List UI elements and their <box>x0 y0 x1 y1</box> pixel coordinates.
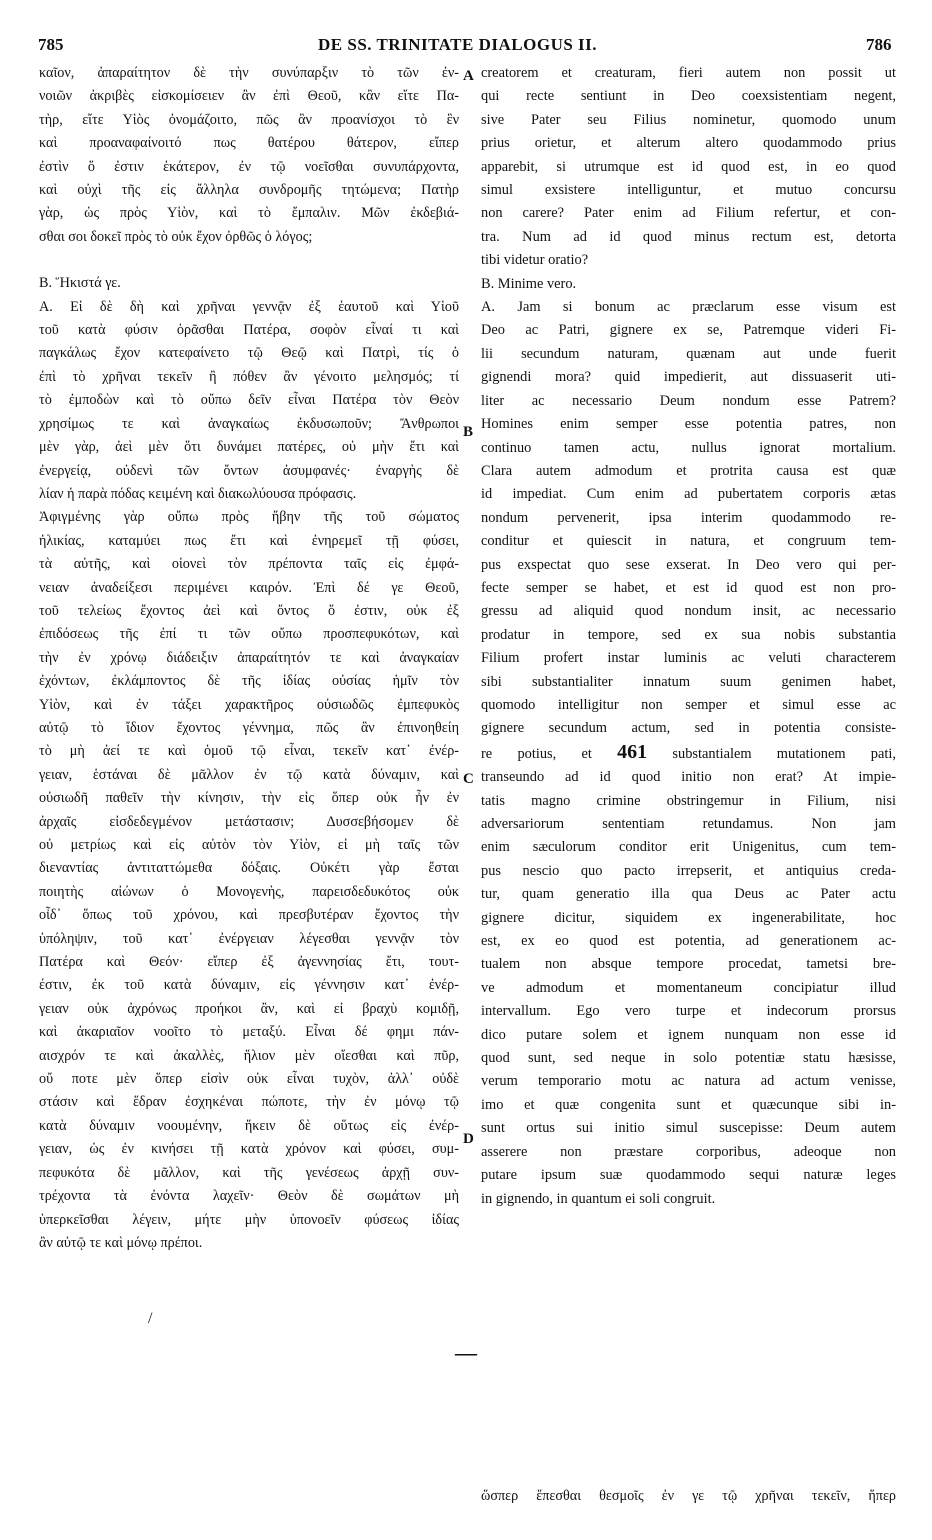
latin-line: dico putare solem et ignem nunquam non esse id <box>481 1026 896 1043</box>
greek-line: γειαν οὐκ ἀχρόνως προήκοι ἂν, καὶ εἰ βραχὺ κομιδῇ, <box>39 1000 459 1017</box>
latin-line: prodatur in tempore, sed ex sua nobis substantia <box>481 626 896 643</box>
latin-line: apparebit, si utrumque est id quod est, in eo quod <box>481 158 896 175</box>
greek-line: Β. Ἥκιστά γε. <box>39 275 121 292</box>
latin-line: conditur et quiescit in natura, et congruum tem- <box>481 533 896 550</box>
greek-line: Πατέρα καὶ Θεόν· εἴπερ ἐξ ἀγεννησίας ἔτι, τουτ- <box>39 954 459 971</box>
greek-line: χρησίμως τε καὶ ἀναγκαίως ἐκδυσωποῦν; Ἄνθρωποι <box>39 415 459 432</box>
greek-line: ἐπιδόσεως τῆς ἐπί τι τῶν οὔπω προσπεφυκότων, καὶ <box>39 626 459 643</box>
greek-line: Ἀφιγμένης γὰρ οὔπω πρὸς ἥβην τῆς τοῦ σώματος <box>39 509 459 526</box>
greek-line: τρέχοντα τὰ ἐνόντα λαχεῖν· Θεὸν δὲ σωμάτων μὴ <box>39 1188 459 1205</box>
latin-line: gressu ad aliquid quod nondum insit, ac necessario <box>481 603 896 620</box>
greek-line: λίαν ἡ παρὰ πόδας κειμένη καὶ διακωλύουσα πρόφασις. <box>39 485 357 502</box>
latin-line: Deo ac Patri, gignere ex se, Patremque videri Fi- <box>481 322 896 339</box>
greek-line: τὴρ, εἴτε Υἱὸς ὀνομάζοιτο, πῶς ἂν προανίσχοι τὸ ἓν <box>39 111 459 128</box>
greek-line: ἐπὶ τὸ χρῆναι τεκεῖν ἢ πόθεν ἂν γένοιτο μελησμός; τί <box>39 368 459 385</box>
greek-line: οἶδ᾽ ὅπως τοῦ χρόνου, καὶ πρεσβυτέραν ἔχοντος τὴν <box>39 907 459 924</box>
greek-line: αὐτῷ τὸ ἴδιον ἔχοντος γέννημα, πῶς ἂν ἐπινοηθείη <box>39 719 459 736</box>
greek-line: ἐστὶν ὅ ἐστιν ἑκάτερον, ἐν τῷ νοεῖσθαι συνυπάρχοντα, <box>39 158 459 175</box>
latin-line: non carere? Pater enim ad Filium refertur, et con- <box>481 205 896 222</box>
latin-line: sibi substantialiter innatum suum genimen habet, <box>481 673 896 690</box>
greek-line: έστιν, ἐκ τοῦ κατὰ δύναμιν, εἰς γέννησιν κατ᾽ ἐνέρ- <box>39 977 459 994</box>
greek-line: νειαν ἀναδείξεσι περιμένει καιρόν. Ἐπὶ δέ γε Θεοῦ, <box>39 579 459 596</box>
page-number-left: 785 <box>38 35 64 54</box>
greek-line: τὸ μὴ ἀεί τε καὶ ὁμοῦ τῷ εἶναι, τεκεῖν κατ᾽ ἐνέρ- <box>39 743 459 760</box>
latin-line: simul exsistere intelliguntur, et mutuo concursu <box>481 182 896 199</box>
stray-mark: / <box>148 1310 153 1327</box>
greek-line: σθαι σοι δοκεῖ πρὸς τὸ οὐκ ἔχον ὀρθῶς ὁ λόγος; <box>39 228 313 245</box>
greek-line: καὶ προαναφαίνοιτό πως θατέρου θάτερον, εἴπερ <box>39 135 459 152</box>
latin-line: tatis magno crimine obstringemur in Filium, nisi <box>481 792 896 809</box>
latin-line: Clara autem admodum et protrita causa est quæ <box>481 462 896 479</box>
latin-line: creatorem et creaturam, fieri autem non possit ut <box>481 65 896 81</box>
greek-line: τοῦ κατὰ φύσιν ὁρᾶσθαι Πατέρα, σοφὸν εἶναί τι καὶ <box>39 322 459 339</box>
latin-line: prius orietur, et alterum altero quodammodo prius <box>481 135 896 152</box>
margin-letter-b: B <box>463 424 474 440</box>
greek-line: τοῦ τελείως ἔχοντος ἀεὶ καὶ ὄντος ὅ ἐστιν, οὐκ ἐξ <box>39 602 459 619</box>
greek-line: Α. Εἰ δὲ δὴ καὶ χρῆναι γεννᾷν ἐξ ἑαυτοῦ καὶ Υἱοῦ <box>39 298 459 315</box>
inline-page-number: 461 <box>617 740 648 763</box>
greek-line: μὲν γὰρ, ἀεὶ μὲν ὅτι δυνάμει πατέρες, οὐ μὴν ἔτι καὶ <box>39 439 459 456</box>
latin-line: quod sunt, sed neque in solo potentiæ statu hæsisse, <box>481 1050 896 1067</box>
latin-line: putare ipsum suæ quodammodo sequi naturæ leges <box>481 1167 896 1184</box>
latin-line: liter ac necessario Deum nondum esse Patrem? <box>481 392 896 409</box>
end-dash: — <box>455 1340 477 1365</box>
greek-line: οὐ μετρίως καὶ εἰς αὐτὸν τὸν Υἱὸν, εἰ μὴ ταῖς τῶν <box>39 837 459 853</box>
latin-line: sive Pater seu Filius nominetur, quomodo unum <box>481 111 896 128</box>
greek-line: καῖον, ἀπαραίτητον δὲ τὴν συνύπαρξιν τὸ τῶν ἐν- <box>39 65 459 81</box>
latin-line: est, ex eo quod est potentia, ad generationem ac- <box>481 933 896 950</box>
latin-line: gignendi mora? quid impedierit, aut dissuaserit uti- <box>481 369 896 386</box>
greek-line: Υἱὸν, καὶ ἐν τάξει χαρακτῆρος οὐσιωδῶς ἐμπεφυκὸς <box>39 696 459 713</box>
greek-line: ἐχόντων, ἐκλάμποντος δὲ τῆς ἰδίας οὐσίας ἡμῖν τὸν <box>39 673 459 690</box>
greek-line: ἀρχαῖς εἰσδεδεγμένον μετάστασιν; Δυσσεβήσομεν δὲ <box>39 813 459 830</box>
latin-line: tibi videtur oratio? <box>481 252 589 269</box>
greek-line: τὸ ἐμποδὼν καὶ τὸ οὔπω δεῖν εἶναι Πατέρα τὸν Θεὸν <box>39 392 459 409</box>
latin-line: ve admodum et momentaneum concipiatur illud <box>481 979 896 996</box>
latin-column <box>481 62 896 1211</box>
latin-line: fecte semper se habet, et est id quod est non pro- <box>481 579 896 596</box>
latin-line: tur, quam generatio illa qua Deus ac Pater actu <box>481 886 896 903</box>
latin-line: tra. Num ad id quod minus rectum est, detorta <box>481 228 896 245</box>
latin-line: pus nescio quo pacto irrepserit, et antiquius creda- <box>481 862 896 879</box>
greek-line: καὶ οὐχὶ τῆς εἰς ἄλληλα συνδρομῆς τητώμενα; Πατὴρ <box>39 182 459 199</box>
greek-column <box>39 62 459 1255</box>
greek-line: οὐσιωδῆ παθεῖν τὴν κίνησιν, τὴν εἰς ὅπερ οὐκ ἦν ἐν <box>39 790 459 807</box>
greek-line: ἂν αὐτῷ τε καὶ μόνῳ πρέποι. <box>39 1234 203 1251</box>
latin-line: tualem non absque tempore procedat, tametsi bre- <box>481 956 896 973</box>
greek-line: ποιητὴς αἰώνων ὁ Μονογενὴς, παρεισδεδυκότος οὐκ <box>39 883 459 900</box>
margin-letter-d: D <box>463 1131 474 1147</box>
greek-line: νοιῶν ἀκριβὲς εἰσκομίσειεν ἂν ἐπὶ Θεοῦ, κἂν εἴτε Πα- <box>39 88 459 105</box>
latin-line: sunt ortus sui initio simul suscepisse: Deum autem <box>481 1120 896 1137</box>
latin-line: adversariorum sententiam retundamus. Non jam <box>481 816 896 832</box>
greek-line: τὰ αὐτῆς, καὶ οἱονεὶ τὸν πρέποντα ταῖς εἰς ἐμφά- <box>39 556 459 573</box>
latin-line: intervallum. Ego vero turpe et indecorum prorsus <box>481 1003 896 1020</box>
greek-line <box>39 249 459 272</box>
latin-line: enim sæculorum conditor erit Unigenitus, cum tem- <box>481 839 896 856</box>
latin-line: continuo tamen actu, nullus ignorat mortalium. <box>481 439 896 456</box>
greek-line: οὔ ποτε μὲν ὅπερ εἰσὶν οὐκ εἶναι τυχὸν, ἀλλ᾽ οὐδὲ <box>39 1071 459 1088</box>
page-number-right: 786 <box>866 35 892 54</box>
margin-letter-c: C <box>463 771 474 787</box>
greek-line: ὑπερκεῖσθαι λέγειν, μήτε μὴν ὑπονοεῖν φύσεως ἰδίας <box>39 1211 459 1228</box>
latin-line: pus exspectat quo sese exserat. In Deo vero qui per- <box>481 556 896 573</box>
greek-line: πεφυκότα δὲ μᾶλλον, καὶ τῆς γενέσεως ἀρχῇ συν- <box>39 1164 459 1181</box>
latin-line: id impediat. Cum enim ad pubertatem corporis ætas <box>481 486 896 503</box>
latin-line: Filium profert instar luminis ac veluti characterem <box>481 650 896 667</box>
greek-line: αισχρόν τε καὶ ἀκαλλὲς, ἥλιον μὲν οἴεσθαι καὶ πῦρ, <box>39 1047 459 1064</box>
latin-line: transeundo ad id quod initio non erat? At impie- <box>481 769 896 786</box>
running-title: DE SS. TRINITATE DIALOGUS II. <box>318 35 598 54</box>
greek-line: γειαν, ὡς ἐν κινήσει τῇ κατὰ χρόνον καὶ φύσει, συμ- <box>39 1141 459 1158</box>
latin-line: Homines enim semper esse potentia patres, non <box>481 416 896 433</box>
greek-line: γειαν, ἑστάναι δὲ μᾶλλον ἐν τῷ κατὰ δύναμιν, καὶ <box>39 766 459 783</box>
latin-line: nondum pervenerit, ipsa interim quodammodo re- <box>481 509 896 526</box>
latin-line: gignere secundum actum, sed in potentia consiste- <box>481 720 896 737</box>
latin-line: verum temporario motu ac natura ad actum venisse, <box>481 1073 896 1090</box>
latin-line: B. Minime vero. <box>481 275 577 292</box>
greek-line: ἡλικίας, καταμύει πως ἔτι καὶ ἐνηρεμεῖ τῇ φύσει, <box>39 532 459 549</box>
greek-line: διεναντίας ἀντιταττώμεθα δόξαις. Οὐκέτι γὰρ ἔσται <box>39 860 459 877</box>
latin-line: lii secundum naturam, quænam aut unde fuerit <box>481 345 896 362</box>
margin-letter-a: A <box>463 68 474 84</box>
latin-line: in gignendo, in quantum ei soli congruit. <box>481 1190 716 1207</box>
greek-line: γὰρ, ὡς πρὸς Υἱὸν, καὶ τὸ ἔμπαλιν. Μῶν ἐκδεβιά- <box>39 205 459 222</box>
greek-line: ὑπόληψιν, τοῦ κατ᾽ ἐνέργειαν λέγεσθαι γεννᾷν τὸν <box>39 930 459 947</box>
greek-line: τὴν ἐν χρόνῳ διάδειξιν ἀπαραίτητόν τε καὶ ἀναγκαίαν <box>39 649 459 666</box>
greek-line: ἐνεργείᾳ, οὐδενὶ τῶν ὄντων ἀσυμφανές· ἐναργὴς δὲ <box>39 462 459 479</box>
latin-line: imo et quæ congenita sunt et quæcunque sibi in- <box>481 1096 896 1113</box>
latin-line: gignere dicitur, siquidem ex ingenerabilitate, hoc <box>481 909 896 926</box>
latin-footnote-greek: ὥσπερ ἕπεσθαι θεσμοῖς ἐν γε τῷ χρῆναι τεκεῖν, ἥπερ <box>481 1488 896 1504</box>
latin-line: asserere non præstare corporibus, adeoque non <box>481 1143 896 1160</box>
latin-line: re potius, et 461 substantialem mutationem pati, <box>481 740 896 763</box>
greek-line: καὶ ἀκαριαῖον νοοῖτο τὸ μεταξύ. Εἶναι δέ φημι πάν- <box>39 1024 459 1041</box>
greek-line: κατὰ δύναμιν νοουμένην, ἥκειν δὲ οὕτως εἰς ἐνέρ- <box>39 1117 459 1134</box>
greek-line: παγκάλως ἔχον κατεφαίνετο τῷ Θεῷ καὶ Πατρὶ, τίς ὁ <box>39 345 459 362</box>
latin-line: quomodo intelligitur non semper et simul esse ac <box>481 696 896 713</box>
greek-line: στάσιν καὶ ἕδραν ἐσχηκέναι πώποτε, τὴν ἐν μόνῳ τῷ <box>39 1094 459 1111</box>
latin-line: qui recte sentiunt in Deo coexsistentiam negent, <box>481 88 896 105</box>
latin-line: A. Jam si bonum ac præclarum esse visum est <box>481 299 896 316</box>
